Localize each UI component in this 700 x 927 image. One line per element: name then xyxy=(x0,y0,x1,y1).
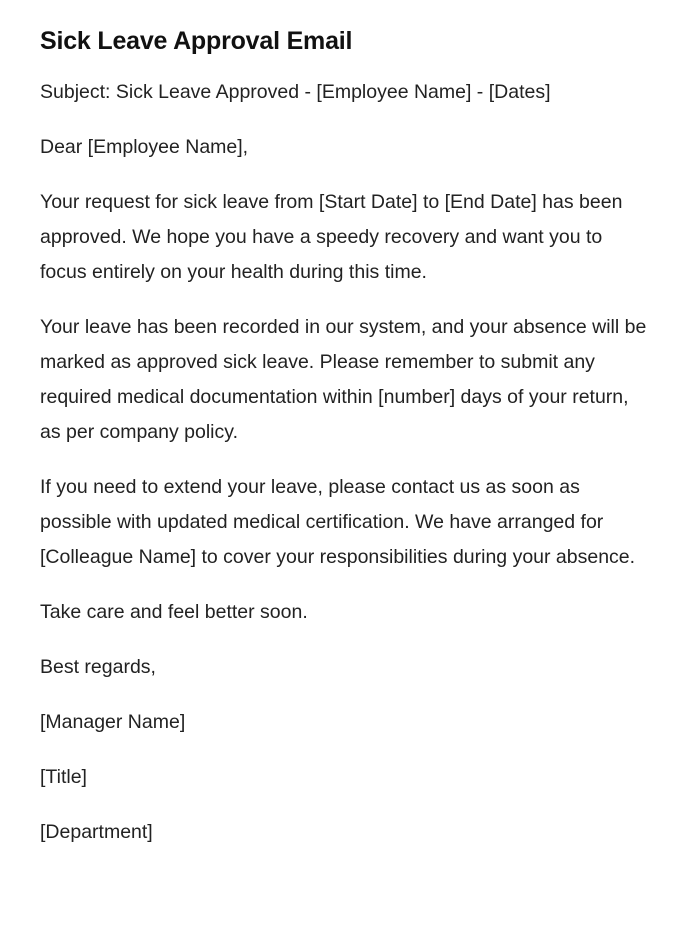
email-closing: Best regards, xyxy=(40,656,156,678)
signature-name: [Manager Name] xyxy=(40,711,186,733)
body-paragraph-extension: If you need to extend your leave, please contact us as soon as possible with updated medical certification. We have arranged for [Colleague Name] to cover your responsibilities during your absence. xyxy=(40,476,636,568)
email-greeting: Dear [Employee Name], xyxy=(40,136,249,158)
signature-department: [Department] xyxy=(40,821,153,843)
signature-title: [Title] xyxy=(40,766,87,788)
email-subject: Subject: Sick Leave Approved - [Employee Name] - [Dates] xyxy=(40,81,551,103)
body-paragraph-wishes: Take care and feel better soon. xyxy=(40,601,308,623)
body-paragraph-approval: Your request for sick leave from [Start Date] to [End Date] has been approved. We hope you have a speedy recovery and want you to focus entirely on your health during this time. xyxy=(40,191,623,283)
document-title: Sick Leave Approval Email xyxy=(40,27,353,55)
body-paragraph-recorded: Your leave has been recorded in our system, and your absence will be marked as approved sick leave. Please remember to submit any required medical documentation within [number] days of your return, as per company policy. xyxy=(40,316,647,443)
